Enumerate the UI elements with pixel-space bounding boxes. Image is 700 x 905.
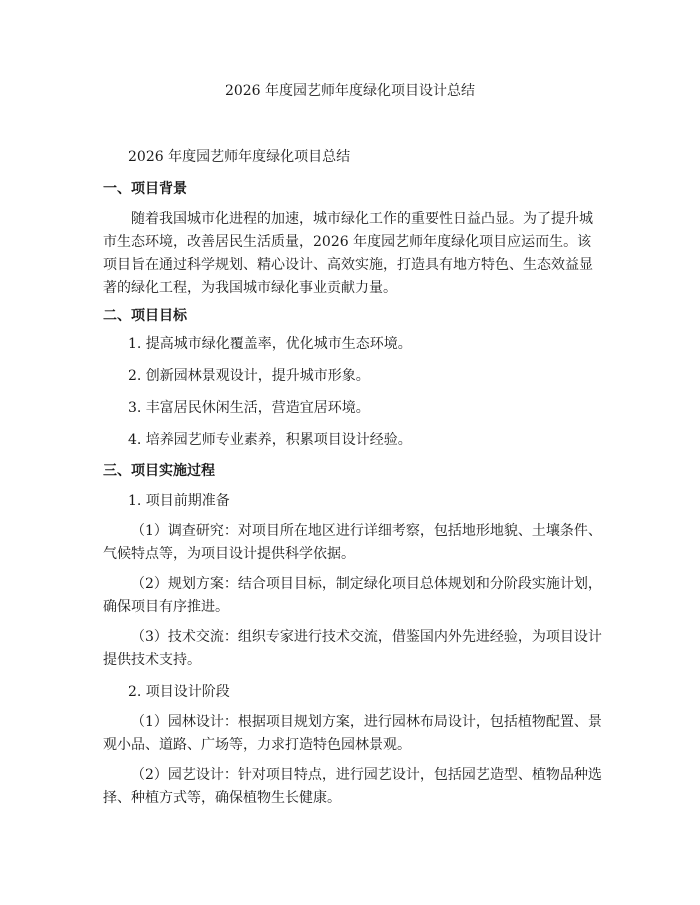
section-heading-background: 一、项目背景	[103, 181, 187, 197]
background-paragraph: 随着我国城市化进程的加速，城市绿化工作的重要性日益凸显。为了提升城市生态环境，改善居民生活质量，2026 年度园艺师年度绿化项目应运而生。该项目旨在通过科学规划、精心设计、高效实施，打造具有地方特色、生态效益显著的绿化工程，为我国城市绿化事业贡献力量。	[103, 211, 593, 296]
prep-item-exchange: （3）技术交流：组织专家进行技术交流，借鉴国内外先进经验，为项目设计提供技术支持。	[103, 629, 602, 668]
section-heading-goals: 二、项目目标	[103, 308, 187, 324]
prep-item-research: （1）调查研究：对项目所在地区进行详细考察，包括地形地貌、土壤条件、气候特点等，为项目设计提供科学依据。	[103, 523, 602, 562]
page-title: 2026 年度园艺师年度绿化项目设计总结	[224, 83, 476, 99]
goal-item-1: 1. 提高城市绿化覆盖率，优化城市生态环境。	[128, 336, 412, 352]
phase-title-design: 2. 项目设计阶段	[128, 684, 230, 700]
design-item-landscape: （1）园林设计：根据项目规划方案，进行园林布局设计，包括植物配置、景观小品、道路、广场等，力求打造特色园林景观。	[103, 714, 602, 753]
phase-title-preparation: 1. 项目前期准备	[128, 493, 230, 509]
section-heading-implementation: 三、项目实施过程	[103, 463, 215, 479]
prep-item-planning: （2）规划方案：结合项目目标，制定绿化项目总体规划和分阶段实施计划，确保项目有序推进。	[103, 576, 602, 615]
goal-item-2: 2. 创新园林景观设计，提升城市形象。	[128, 368, 370, 384]
design-item-horticulture: （2）园艺设计：针对项目特点，进行园艺设计，包括园艺造型、植物品种选择、种植方式等，确保植物生长健康。	[103, 767, 602, 806]
goal-item-4: 4. 培养园艺师专业素养，积累项目设计经验。	[128, 432, 412, 448]
goal-item-3: 3. 丰富居民休闲生活，营造宜居环境。	[128, 400, 370, 416]
document-subtitle: 2026 年度园艺师年度绿化项目总结	[128, 149, 351, 165]
